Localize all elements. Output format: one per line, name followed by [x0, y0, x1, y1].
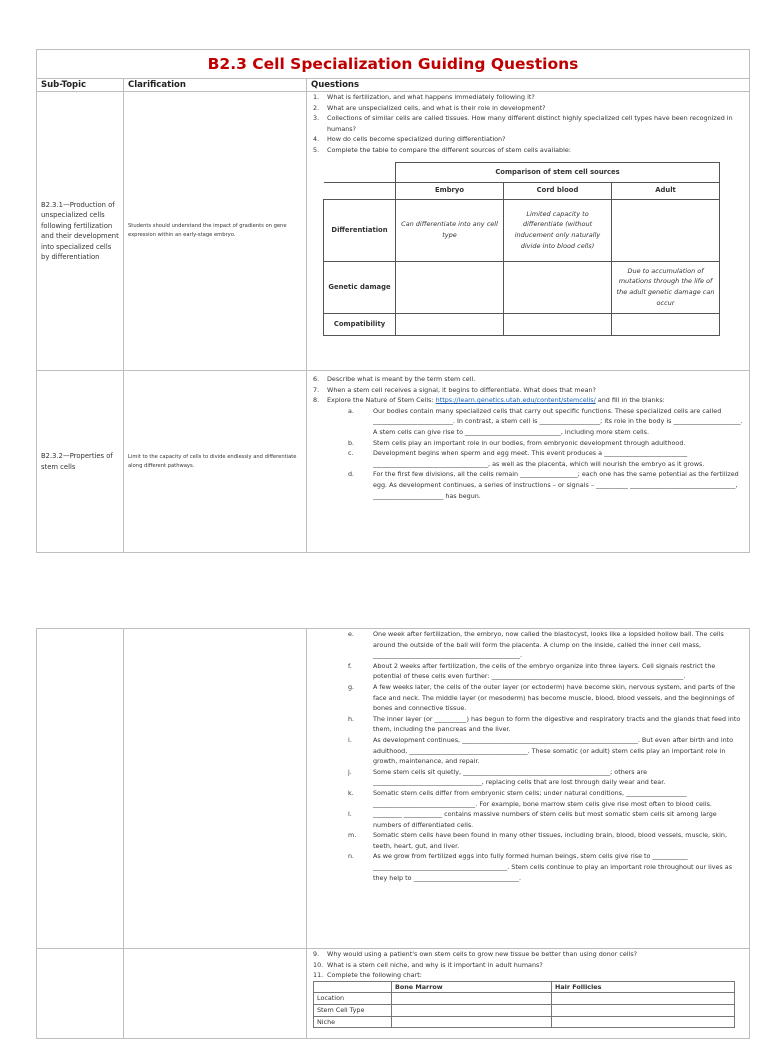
comparison-caption: Comparison of stem cell sources	[396, 162, 720, 182]
header-row	[37, 79, 750, 92]
column-header: Cord blood	[504, 182, 612, 199]
table-cell	[396, 313, 504, 335]
fill-blank-item: l. _________ ____________ contains massive numbers of stem cells but most somatic stem cells sit among large numbers of differentiated cells.	[348, 810, 717, 829]
chart-row-label: Niche	[314, 1016, 392, 1028]
guiding-questions-table	[36, 49, 750, 553]
continuation-table	[36, 628, 750, 1039]
chart-header	[314, 981, 392, 993]
row-label: Compatibility	[324, 313, 396, 335]
fill-blank-item: g. A few weeks later, the cells of the outer layer (or ectoderm) have become skin, nervous system, and parts of the face and neck. The middle layer (or mesoderm) has become muscle, blood, blood vessels, and the beginnings of bones and connective tissue.	[348, 682, 736, 713]
clarification-header: Clarification	[124, 79, 307, 92]
chart-cell[interactable]	[392, 1016, 552, 1028]
clarification-cell: Limit to the capacity of cells to divide endlessly and differentiate along different pathways.	[124, 371, 307, 553]
page-1	[36, 49, 749, 553]
table-cell	[504, 313, 612, 335]
fill-blank-item: n. As we grow from fertilized eggs into fully formed human beings, stem cells give rise to ___________ __________________________________________. Stem cells continue to play an important role throughout our lives as they help to _________________________________.	[348, 852, 733, 882]
questions-header: Questions	[307, 79, 750, 92]
fill-blank-item: d. For the first few divisions, all the cells remain __________________; each one has the same potential as the fertilized egg. As development continues, a series of instructions – or signals – __________ _________________________________, ______________________ has begun.	[348, 470, 739, 500]
clarification-cell	[124, 949, 307, 1039]
row-label: Genetic damage	[324, 261, 396, 313]
question-item: 7. When a stem cell receives a signal, it begins to differentiate. What does that mean?	[313, 385, 596, 394]
stem-cells-link[interactable]: https://learn.genetics.utah.edu/content/stemcells/	[435, 396, 596, 405]
question-item: 3. Collections of similar cells are called tissues. How many different distinct highly specialized cell types have been recognized in humans?	[313, 114, 733, 133]
page-2	[36, 628, 749, 1039]
fill-blank-item: f. About 2 weeks after fertilization, the cells of the embryo organize into three layers. Cell signals restrict the potential of these cells even further: ____________________________________________________________.	[348, 661, 716, 681]
clarification-cell: Students should understand the impact of gradients on gene expression within an early-stage embryo.	[124, 92, 307, 371]
row-b2-3-1	[37, 92, 750, 371]
table-cell: Due to accumulation of mutations through the life of the adult genetic damage can occur	[612, 261, 720, 313]
questions-cell	[307, 629, 750, 949]
chart-cell[interactable]	[392, 993, 552, 1005]
table-cell: Can differentiate into any cell type	[396, 199, 504, 261]
stem-cell-comparison-table	[323, 162, 720, 336]
question-item: 10. What is a stem cell niche, and why is it important in adult humans?	[313, 960, 543, 969]
chart-row-label: Stem Cell Type	[314, 1004, 392, 1016]
fill-blank-item: a. Our bodies contain many specialized cells that carry out specific functions. These specialized cells are called _________________________. In contrast, a stem cell is ___________________; its role in the body is _____________________. A stem cells can give rise to ______________________________, including more stem cells.	[348, 406, 743, 436]
chart-header: Bone Marrow	[392, 981, 552, 993]
fill-blank-item: b. Stem cells play an important role in our bodies, from embryonic development through adulthood.	[348, 438, 686, 447]
chart-cell[interactable]	[552, 1004, 735, 1016]
page-title: B2.3 Cell Specialization Guiding Questions	[207, 55, 579, 73]
row-niche	[37, 949, 750, 1039]
question-item: 11. Complete the following chart:	[313, 971, 422, 980]
question-item: 4. How do cells become specialized during differentiation?	[313, 135, 506, 144]
fill-blank-item: i. As development continues, _______________________________________________________. But even after birth and into adulthood, _____________________________________. These somatic (or adult) stem cells play an important role in growth, maintenance, and repair.	[348, 735, 734, 766]
subtopic-header: Sub-Topic	[37, 79, 124, 92]
chart-cell[interactable]	[392, 1004, 552, 1016]
title-cell	[37, 50, 750, 79]
table-cell	[612, 313, 720, 335]
question-item: 1. What is fertilization, and what happens immediately following it?	[313, 93, 535, 101]
fill-blank-item: k. Somatic stem cells differ from embryonic stem cells; under natural conditions, ___________________ ________________________________. For example, bone marrow stem cells give rise most often to blood cells.	[348, 788, 712, 808]
chart-cell[interactable]	[552, 993, 735, 1005]
question-item: 9. Why would using a patient's own stem cells to grow new tissue be better than using donor cells?	[313, 950, 638, 958]
subtopic-cell	[37, 949, 124, 1039]
questions-cell	[307, 92, 750, 371]
table-cell	[612, 199, 720, 261]
fill-blank-item: c. Development begins when sperm and egg meet. This event produces a __________________________ ____________________________________, as well as the placenta, which will nourish the embryo as it grows.	[348, 449, 705, 468]
column-header: Adult	[612, 182, 720, 199]
chart-row-label: Location	[314, 993, 392, 1005]
fill-blank-item: h. The inner layer (or __________) has begun to form the digestive and respiratory tracts and the glands that feed into them, including the pancreas and the liver.	[348, 714, 741, 734]
subtopic-cell: B2.3.1—Production of unspecialized cells following fertilization and their development into specialized cells by differentiation	[37, 92, 124, 371]
questions-cell	[307, 949, 750, 1039]
column-header: Embryo	[396, 182, 504, 199]
question-item: 2. What are unspecialized cells, and what is their role in development?	[313, 103, 546, 112]
chart-cell[interactable]	[552, 1016, 735, 1028]
question-item: 8. Explore the Nature of Stem Cells: https://learn.genetics.utah.edu/content/stemcells/ and fill in the blanks:	[313, 396, 665, 405]
table-cell	[504, 261, 612, 313]
questions-cell	[307, 371, 750, 553]
table-cell: Limited capacity to differentiate (without inducement only naturally divide into blood cells)	[504, 199, 612, 261]
row-label: Differentiation	[324, 199, 396, 261]
fill-blank-item: j. Some stem cells sit quietly, ______________________________________________; others are __________________________________, replacing cells that are lost through daily wear and tear.	[348, 767, 666, 787]
subtopic-cell: B2.3.2—Properties of stem cells	[37, 371, 124, 553]
stem-cell-niche-chart	[313, 981, 735, 1028]
row-b2-3-2	[37, 371, 750, 553]
table-cell	[396, 261, 504, 313]
question-item: 6. Describe what is meant by the term stem cell.	[313, 375, 476, 383]
fill-blank-item: e. One week after fertilization, the embryo, now called the blastocyst, looks like a lopsided hollow ball. The cells around the outside of the ball will form the placenta. A clump on the inside, called the inner cell mass, ______________________________________________.	[348, 630, 724, 660]
subtopic-cell	[37, 629, 124, 949]
row-continued	[37, 629, 750, 949]
fill-blank-item: m. Somatic stem cells have been found in many other tissues, including brain, blood, blood vessels, muscle, skin, teeth, heart, gut, and liver.	[348, 831, 727, 850]
chart-header: Hair Follicles	[552, 981, 735, 993]
question-item: 5. Complete the table to compare the different sources of stem cells available:	[313, 145, 571, 154]
clarification-cell	[124, 629, 307, 949]
